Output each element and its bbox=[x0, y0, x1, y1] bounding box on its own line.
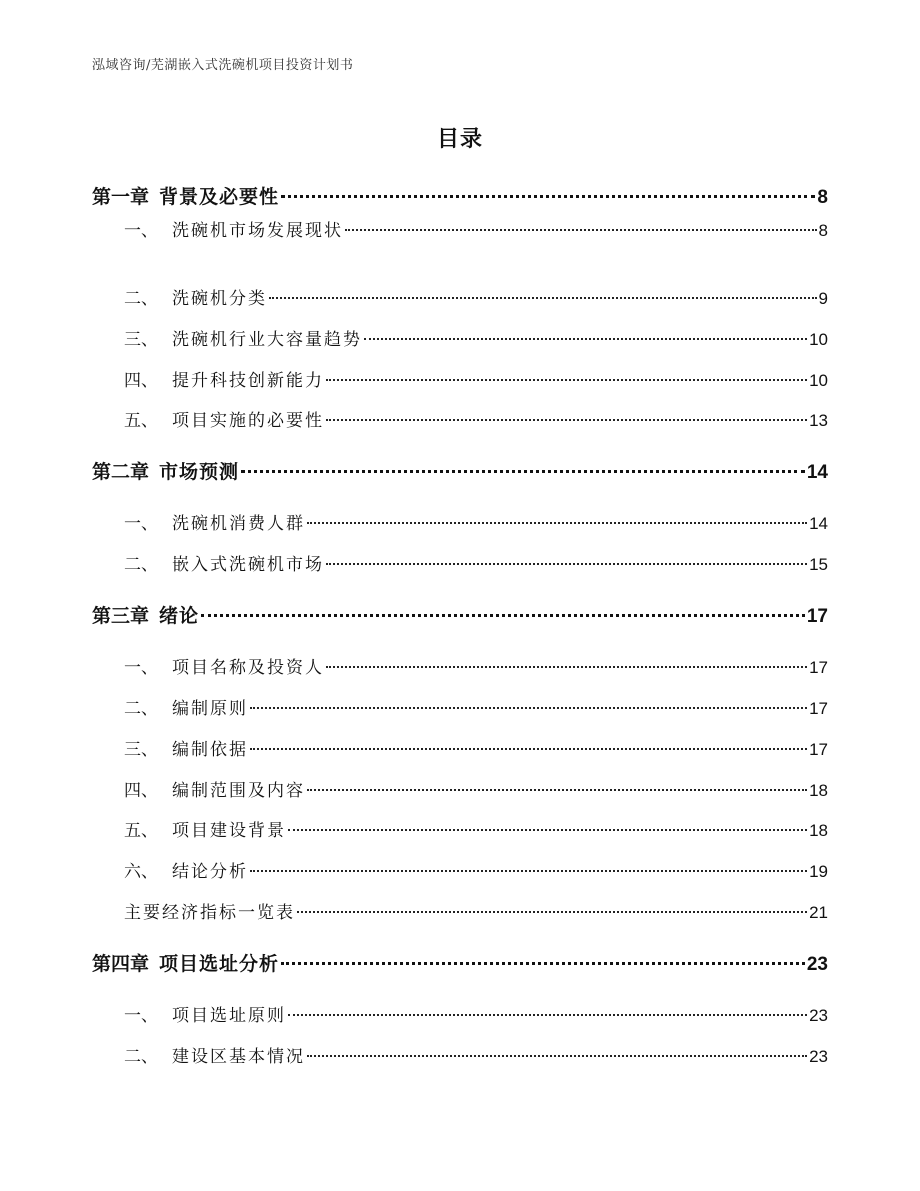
toc-page-number: 14 bbox=[809, 514, 828, 533]
toc-label: 编制依据 bbox=[172, 740, 248, 760]
toc-label: 建设区基本情况 bbox=[172, 1047, 305, 1067]
dot-leader bbox=[307, 1055, 807, 1057]
toc-number: 四、 bbox=[124, 371, 158, 391]
toc-section[interactable] bbox=[124, 859, 828, 885]
dot-leader bbox=[326, 379, 807, 381]
toc-section[interactable] bbox=[124, 327, 828, 353]
toc-number: 一、 bbox=[124, 514, 158, 534]
toc-page-number: 17 bbox=[809, 658, 828, 677]
toc-label: 编制原则 bbox=[172, 699, 248, 719]
dot-leader bbox=[345, 229, 817, 231]
toc-page-number: 15 bbox=[809, 555, 828, 574]
toc-number: 四、 bbox=[124, 781, 158, 801]
toc-label: 洗碗机行业大容量趋势 bbox=[172, 330, 362, 350]
toc-section[interactable] bbox=[124, 511, 828, 537]
dot-leader bbox=[281, 962, 805, 965]
dot-leader bbox=[281, 195, 815, 198]
toc-chapter-4[interactable] bbox=[92, 951, 828, 977]
toc-number: 一、 bbox=[124, 1006, 158, 1026]
toc-label: 提升科技创新能力 bbox=[172, 371, 324, 391]
toc-section[interactable] bbox=[124, 1003, 828, 1029]
dot-leader bbox=[326, 419, 807, 421]
toc-label: 洗碗机消费人群 bbox=[172, 514, 305, 534]
toc-label: 主要经济指标一览表 bbox=[124, 903, 295, 923]
toc-section[interactable] bbox=[124, 655, 828, 681]
toc-section[interactable] bbox=[124, 1044, 828, 1070]
toc-label: 项目选址原则 bbox=[172, 1006, 286, 1026]
dot-leader bbox=[364, 338, 807, 340]
toc-page-number: 18 bbox=[809, 781, 828, 800]
dot-leader bbox=[288, 1014, 807, 1016]
toc-section[interactable] bbox=[124, 818, 828, 844]
toc-page-number: 10 bbox=[809, 371, 828, 390]
toc-number: 第一章 bbox=[92, 186, 150, 208]
toc-chapter-3[interactable] bbox=[92, 603, 828, 629]
toc-page-number: 9 bbox=[818, 289, 828, 308]
toc-label: 项目选址分析 bbox=[159, 953, 280, 975]
dot-leader bbox=[201, 614, 805, 617]
toc-number: 第三章 bbox=[92, 605, 150, 627]
toc-number: 五、 bbox=[124, 821, 158, 841]
toc-label: 编制范围及内容 bbox=[172, 781, 305, 801]
dot-leader bbox=[250, 870, 807, 872]
dot-leader bbox=[250, 748, 807, 750]
toc-section[interactable] bbox=[124, 368, 828, 394]
toc-label: 项目建设背景 bbox=[172, 821, 286, 841]
toc-page-number: 23 bbox=[809, 1006, 828, 1025]
toc-label: 市场预测 bbox=[159, 461, 240, 483]
toc-number: 二、 bbox=[124, 289, 158, 309]
toc-label: 项目实施的必要性 bbox=[172, 411, 324, 431]
toc-page-number: 23 bbox=[809, 1047, 828, 1066]
toc-section[interactable] bbox=[124, 778, 828, 804]
toc-number: 二、 bbox=[124, 555, 158, 575]
toc-section[interactable] bbox=[124, 552, 828, 578]
toc-number: 六、 bbox=[124, 862, 158, 882]
toc-chapter-1[interactable] bbox=[92, 184, 828, 210]
toc-page-number: 8 bbox=[817, 187, 828, 208]
document-header: 泓域咨询/芜湖嵌入式洗碗机项目投资计划书 bbox=[92, 58, 354, 73]
toc-label: 洗碗机市场发展现状 bbox=[172, 221, 343, 241]
dot-leader bbox=[307, 789, 807, 791]
toc-page-number: 10 bbox=[809, 330, 828, 349]
toc-page-number: 23 bbox=[806, 954, 828, 975]
toc-title: 目录 bbox=[436, 127, 483, 152]
toc-section[interactable] bbox=[124, 286, 828, 312]
dot-leader bbox=[288, 829, 807, 831]
toc-number: 三、 bbox=[124, 330, 158, 350]
dot-leader bbox=[241, 470, 805, 473]
dot-leader bbox=[307, 522, 807, 524]
toc-number: 第四章 bbox=[92, 953, 150, 975]
toc-section[interactable] bbox=[124, 408, 828, 434]
toc-section[interactable] bbox=[124, 737, 828, 763]
toc-page-number: 19 bbox=[809, 862, 828, 881]
toc-number: 二、 bbox=[124, 1047, 158, 1067]
toc-section[interactable] bbox=[124, 696, 828, 722]
toc-section[interactable] bbox=[124, 218, 828, 244]
toc-label: 项目名称及投资人 bbox=[172, 658, 324, 678]
toc-number: 三、 bbox=[124, 740, 158, 760]
toc-page-number: 17 bbox=[809, 740, 828, 759]
toc-number: 五、 bbox=[124, 411, 158, 431]
toc-label: 洗碗机分类 bbox=[172, 289, 267, 309]
toc-number: 一、 bbox=[124, 221, 158, 241]
toc-label: 结论分析 bbox=[172, 862, 248, 882]
dot-leader bbox=[297, 911, 807, 913]
toc-page-number: 8 bbox=[818, 221, 828, 240]
toc-label: 嵌入式洗碗机市场 bbox=[172, 555, 324, 575]
dot-leader bbox=[326, 563, 807, 565]
toc-page-number: 17 bbox=[809, 699, 828, 718]
toc-number: 二、 bbox=[124, 699, 158, 719]
toc-label: 绪论 bbox=[159, 605, 200, 627]
toc-number: 第二章 bbox=[92, 461, 150, 483]
dot-leader bbox=[326, 666, 807, 668]
toc-number: 一、 bbox=[124, 658, 158, 678]
toc-chapter-2[interactable] bbox=[92, 459, 828, 485]
dot-leader bbox=[269, 297, 817, 299]
toc-page-number: 21 bbox=[809, 903, 828, 922]
toc-page-number: 18 bbox=[809, 821, 828, 840]
toc-page-number: 17 bbox=[806, 606, 828, 627]
toc-page-number: 13 bbox=[809, 411, 828, 430]
dot-leader bbox=[250, 707, 807, 709]
toc-section[interactable] bbox=[124, 900, 828, 926]
toc-page-number: 14 bbox=[806, 462, 828, 483]
toc-label: 背景及必要性 bbox=[159, 186, 280, 208]
